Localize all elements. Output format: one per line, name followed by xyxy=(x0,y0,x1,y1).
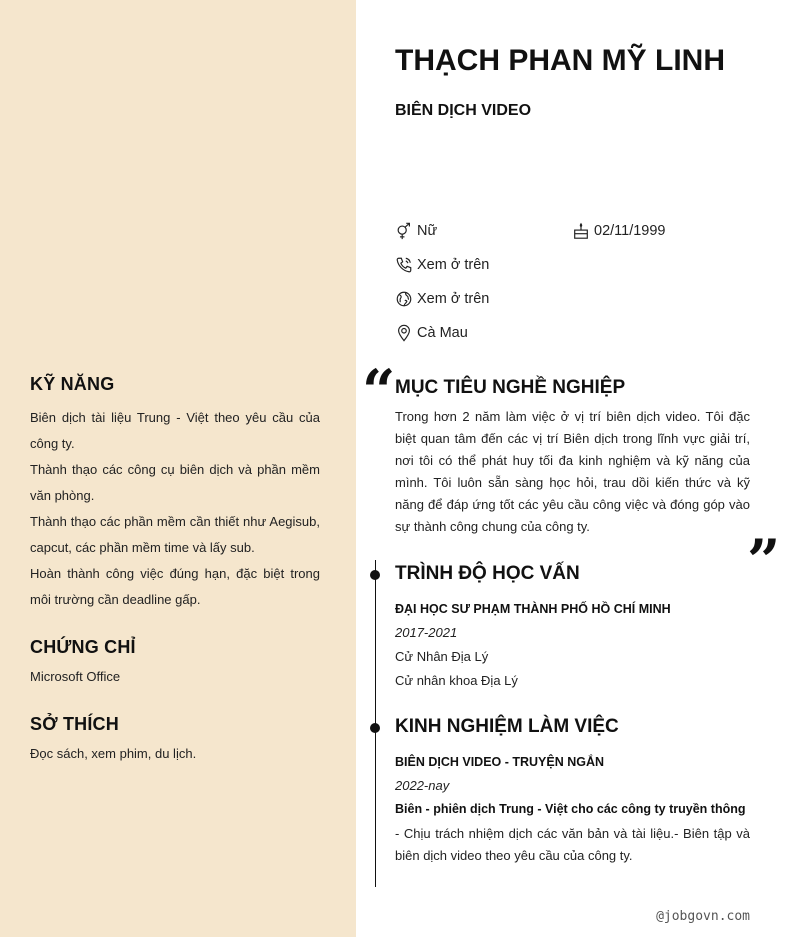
info-birthday xyxy=(572,222,666,240)
address-value: Cà Mau xyxy=(417,325,468,341)
open-quote-icon: “ xyxy=(362,357,396,425)
cake-icon xyxy=(572,222,590,240)
location-pin-icon xyxy=(395,324,413,342)
phone-value: Xem ở trên xyxy=(417,257,490,273)
phone-icon xyxy=(395,256,413,274)
info-phone xyxy=(395,256,489,274)
skills-list xyxy=(30,405,320,613)
timeline-dot xyxy=(370,570,380,580)
experience-period: 2022-nay xyxy=(395,778,450,793)
experience-description: - Chịu trách nhiệm dịch các văn bản và tài liệu.- Biên tập và biên dịch video theo yêu cầu của công ty. xyxy=(395,826,750,863)
objective-text: Trong hơn 2 năm làm việc ở vị trí biên dịch video. Tôi đặc biệt quan tâm đến các vị trí Biên dịch trong lĩnh vực giải trí, nơi tôi có thể phát huy tối đa kinh nghiệm và kỹ năng của mình. Tôi luôn sẵn sàng học hỏi, trau dồi kiến thức và kỹ năng để đáp ứng tốt các yêu cầu công việc và đóng góp vào sự thành công chung của công ty. xyxy=(395,409,750,534)
birthday-value: 02/11/1999 xyxy=(594,223,666,239)
globe-icon xyxy=(395,290,413,308)
certificates-title: CHỨNG CHỈ xyxy=(30,637,136,657)
experience-title: KINH NGHIỆM LÀM VIỆC xyxy=(395,716,619,737)
education-school: ĐẠI HỌC SƯ PHẠM THÀNH PHỐ HỒ CHÍ MINH xyxy=(395,602,671,616)
skill-item: Thành thạo các công cụ biên dịch và phần mềm văn phòng. xyxy=(30,462,320,503)
close-quote-icon: ” xyxy=(747,527,781,595)
info-website xyxy=(395,290,489,308)
hobbies-text: Đọc sách, xem phim, du lịch. xyxy=(30,746,197,761)
hobbies-title: SỞ THÍCH xyxy=(30,714,119,734)
skills-title: KỸ NĂNG xyxy=(30,374,115,394)
education-major: Cử nhân khoa Địa Lý xyxy=(395,673,518,688)
education-degree: Cử Nhân Địa Lý xyxy=(395,649,489,664)
candidate-name: THẠCH PHAN MỸ LINH xyxy=(395,44,725,77)
info-address xyxy=(395,324,468,342)
info-gender xyxy=(395,222,437,240)
job-position: BIÊN DỊCH VIDEO xyxy=(395,102,532,119)
skill-item: Thành thạo các phần mềm cần thiết như Aegisub, capcut, các phần mềm time và lấy sub. xyxy=(30,514,320,555)
objective-title: MỤC TIÊU NGHỀ NGHIỆP xyxy=(395,377,626,398)
experience-company: Biên - phiên dịch Trung - Việt cho các công ty truyền thông xyxy=(395,802,746,816)
skill-item: Hoàn thành công việc đúng hạn, đặc biệt trong môi trường cần deadline gấp. xyxy=(30,566,320,607)
certificates-text: Microsoft Office xyxy=(30,669,121,684)
gender-icon xyxy=(395,222,413,240)
certificates-section xyxy=(30,637,320,690)
education-period: 2017-2021 xyxy=(395,625,458,640)
skills-section xyxy=(30,374,320,613)
timeline-dot xyxy=(370,723,380,733)
hobbies-section xyxy=(30,714,320,767)
experience-job: BIÊN DỊCH VIDEO - TRUYỆN NGẮN xyxy=(395,755,605,769)
skill-item: Biên dịch tài liệu Trung - Việt theo yêu cầu của công ty. xyxy=(30,410,320,451)
education-title: TRÌNH ĐỘ HỌC VẤN xyxy=(395,563,580,584)
website-value: Xem ở trên xyxy=(417,291,490,307)
watermark: @jobgovn.com xyxy=(656,909,750,924)
gender-value: Nữ xyxy=(417,223,438,239)
